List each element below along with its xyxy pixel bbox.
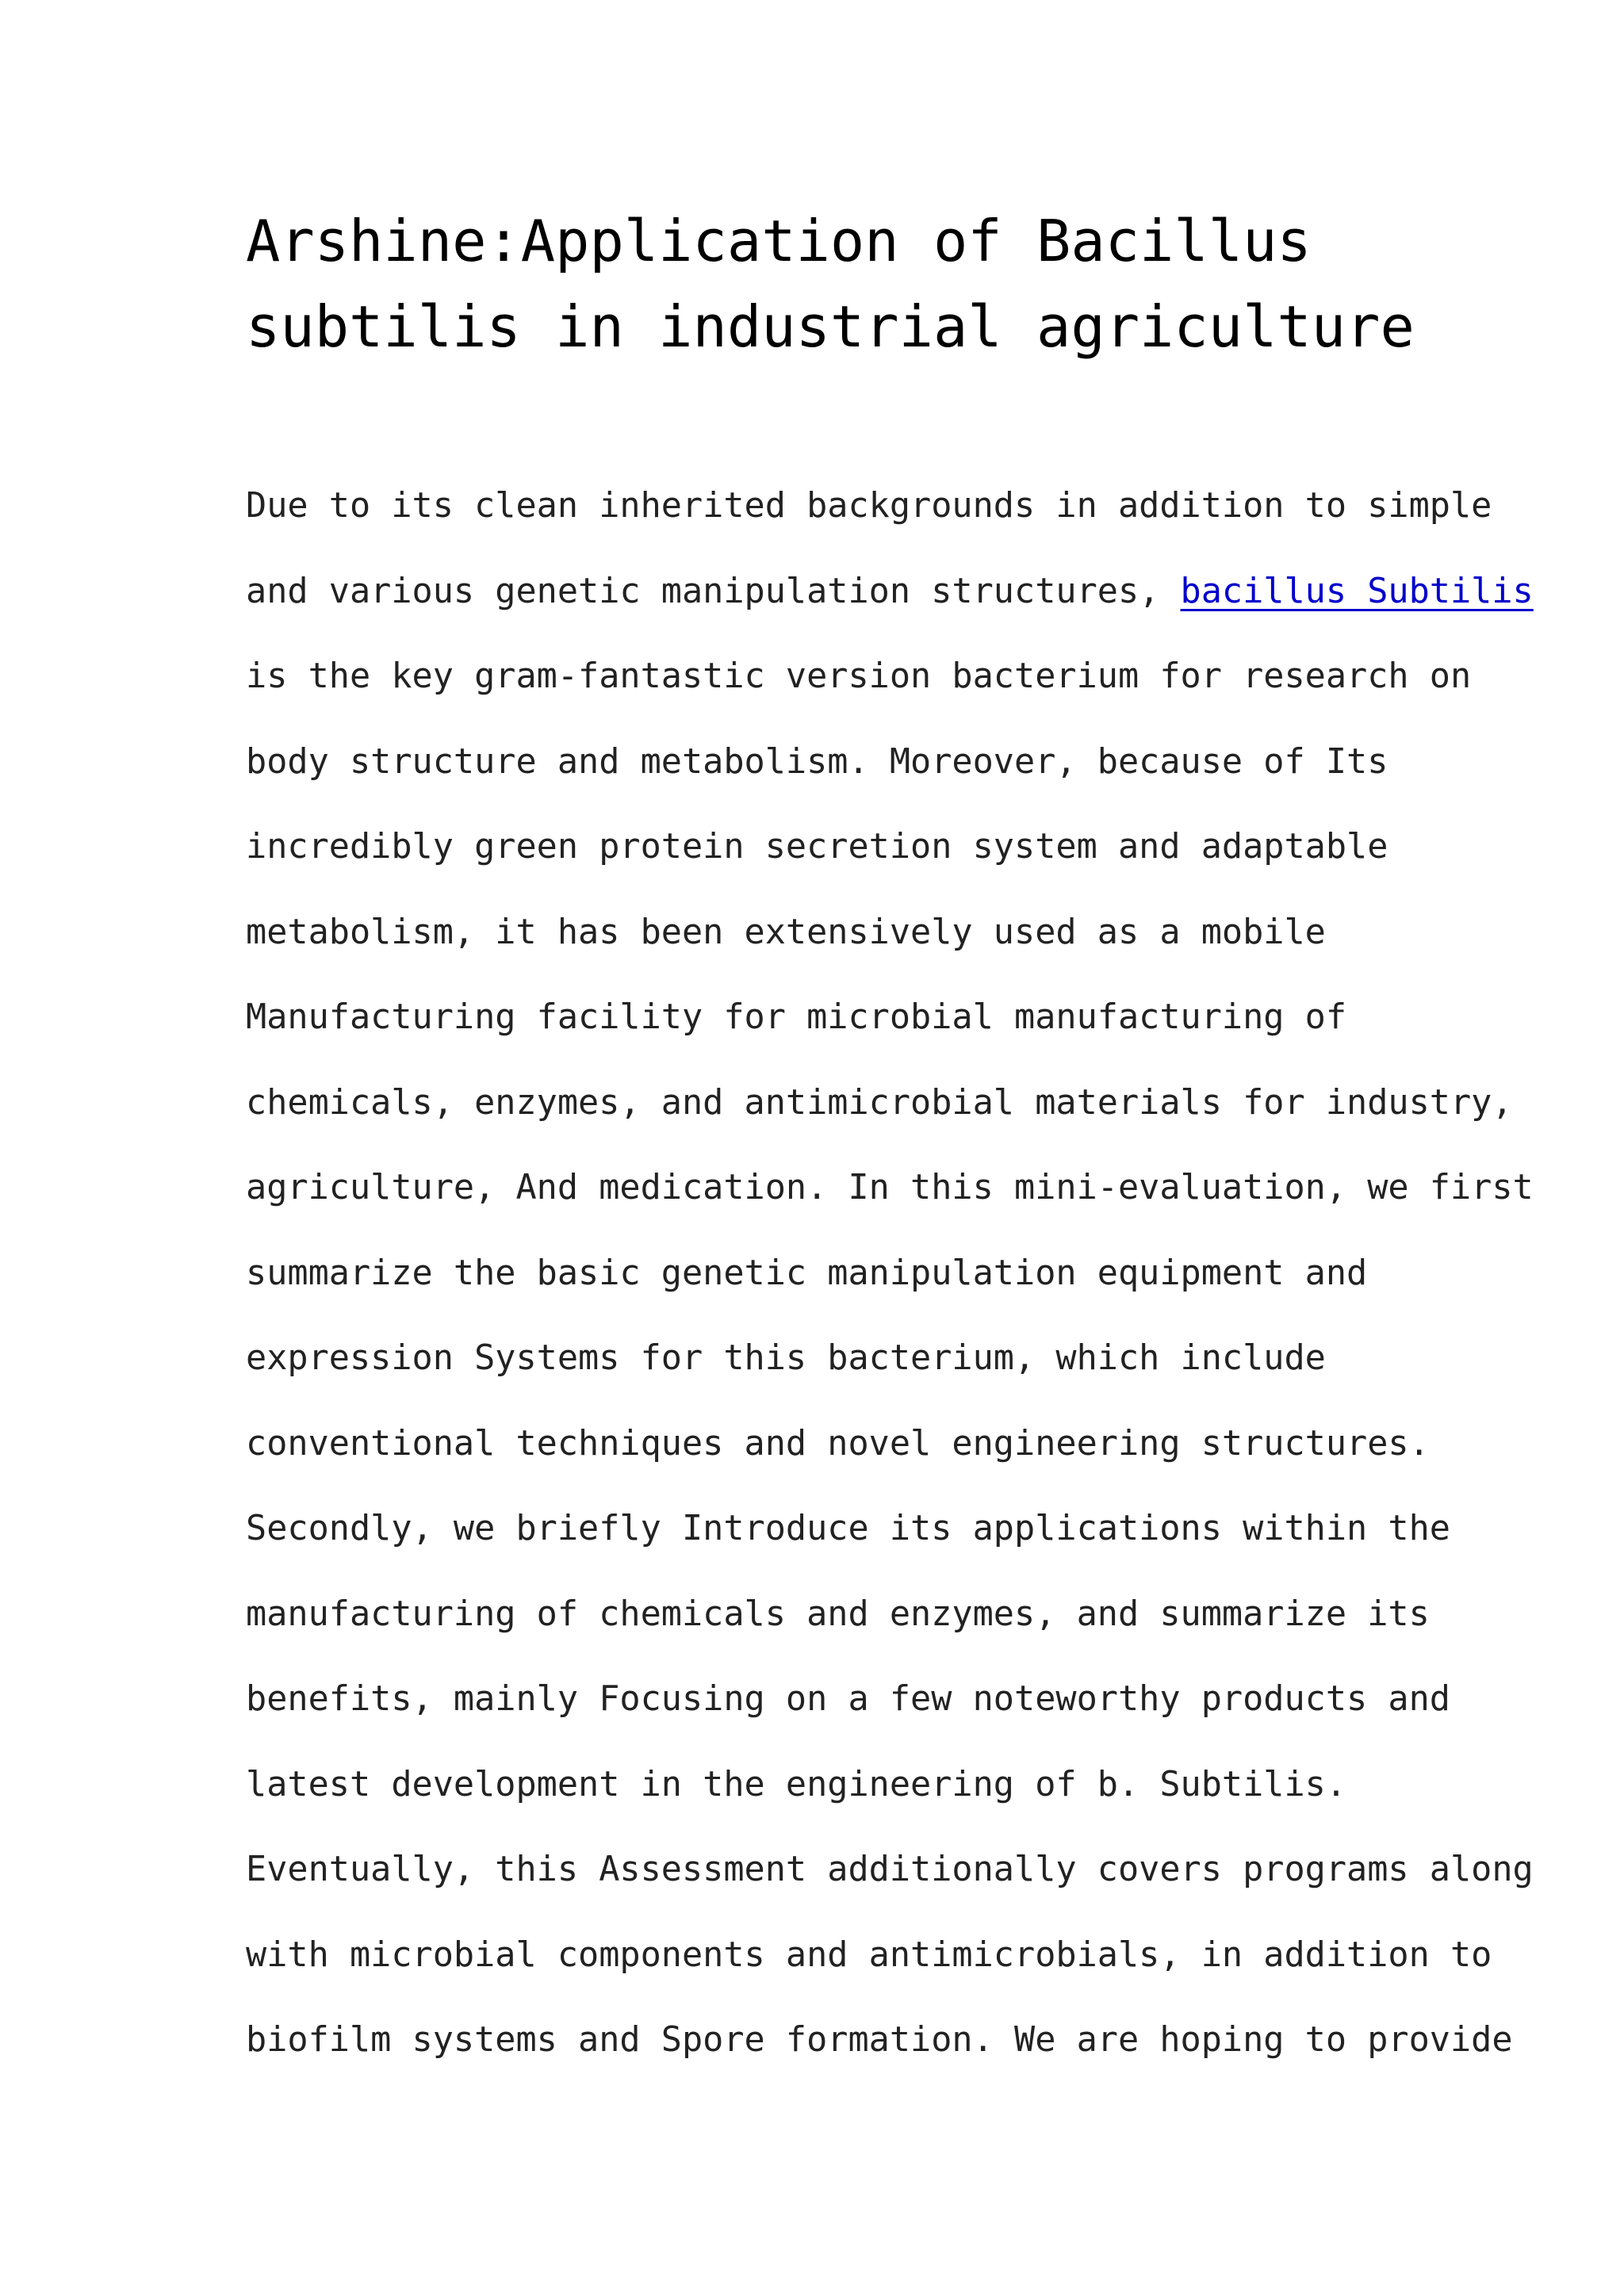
paragraph-line-2 xyxy=(246,549,1534,635)
paragraph-line-7: Manufacturing facility for microbial manufacturing of xyxy=(246,997,1347,1037)
paragraph-line-16: latest development in the engineering of b. Subtilis. xyxy=(246,1764,1347,1804)
paragraph-line-3: is the key gram-fantastic version bacterium for research on xyxy=(246,656,1472,696)
paragraph-line-9: agriculture, And medication. In this mini-evaluation, we first xyxy=(246,1168,1534,1207)
paragraph-line-14: manufacturing of chemicals and enzymes, and summarize its xyxy=(246,1594,1430,1634)
title-line-1: Arshine:Application of Bacillus xyxy=(246,208,1312,274)
article-title xyxy=(246,198,1415,369)
paragraph-line-13: Secondly, we briefly Introduce its applications within the xyxy=(246,1509,1450,1548)
article-paragraph xyxy=(246,464,1534,2084)
paragraph-line-8: chemicals, enzymes, and antimicrobial materials for industry, xyxy=(246,1082,1513,1123)
paragraph-line-6: metabolism, it has been extensively used as a mobile xyxy=(246,912,1326,952)
paragraph-line-15: benefits, mainly Focusing on a few noteworthy products and xyxy=(246,1679,1450,1719)
paragraph-line-4: body structure and metabolism. Moreover, because of Its xyxy=(246,741,1388,782)
paragraph-line-11: expression Systems for this bacterium, which include xyxy=(246,1338,1326,1378)
paragraph-line-10: summarize the basic genetic manipulation equipment and xyxy=(246,1253,1368,1293)
paragraph-line-5: incredibly green protein secretion system and adaptable xyxy=(246,827,1388,867)
paragraph-line-18: with microbial components and antimicrobials, in addition to xyxy=(246,1934,1492,1975)
title-line-2: subtilis in industrial agriculture xyxy=(246,293,1415,360)
paragraph-line-12: conventional techniques and novel engineering structures. xyxy=(246,1423,1430,1464)
paragraph-line-1: Due to its clean inherited backgrounds in addition to simple xyxy=(246,486,1492,526)
paragraph-line-17: Eventually, this Assessment additionally covers programs along xyxy=(246,1850,1534,1889)
paragraph-line-19: biofilm systems and Spore formation. We are hoping to provide xyxy=(246,2020,1513,2060)
paragraph-line-2-text: and various genetic manipulation structures, xyxy=(246,571,1160,611)
bacillus-subtilis-link[interactable]: bacillus Subtilis xyxy=(1180,571,1534,611)
